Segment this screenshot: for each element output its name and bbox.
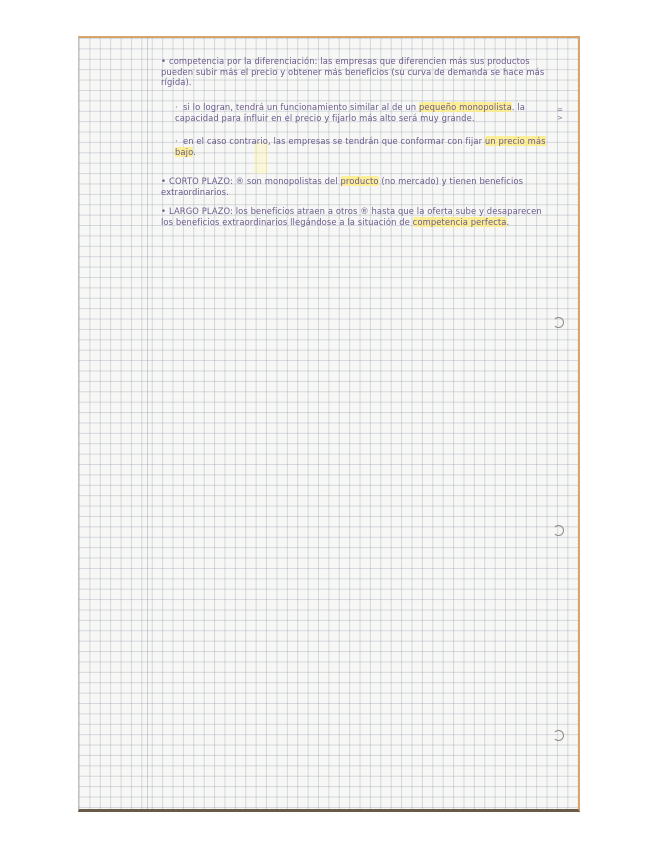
highlighted-text: competencia perfecta [412,216,507,227]
note-text-post: . la capacidad para influir en el precio y fijarlo más alto será muy grande. [175,102,525,123]
bullet-icon: · [175,102,178,112]
note-text-pre: si lo logran, tendrá un funcionamiento similar al de un [183,102,419,112]
margin-line [147,38,148,809]
note-text-post: . [193,146,196,157]
bullet-icon: • [161,56,167,66]
bullet-icon: · [175,136,178,146]
note-differentiation [161,56,556,88]
binder-hole-icon [553,730,564,741]
binder-hole-icon [553,317,564,328]
binder-hole-icon [553,525,564,536]
note-text: competencia por la diferenciación: las empresas que diferencien más sus productos pueden subir más el precio y obtener más beneficios (su curva de demanda se hace más rígida). [161,56,545,88]
note-text-post: . [506,216,510,227]
bullet-icon: • [161,176,167,186]
highlighted-text: producto [340,176,379,186]
note-lower-price [175,136,553,157]
note-text-post: (no mercado) y tienen beneficios extraordinarios. [161,176,524,197]
highlighted-text: un precio más bajo [175,136,546,157]
note-monopolist [175,102,553,123]
note-short-term [161,176,556,197]
note-text-pre: CORTO PLAZO: ® son monopolistas del [169,176,341,186]
highlighted-text: pequeño monopolista [418,102,512,112]
note-text-pre: en el caso contrario, las empresas se tendrán que conformar con fijar [183,136,485,146]
note-text-pre: LARGO PLAZO: los beneficios atraen a otros ® hasta que la oferta sube y desaparecen los beneficios extraordinarios llegándose a la situación de [161,206,542,227]
notebook-page [78,36,580,812]
margin-mark: = > [557,106,563,122]
note-long-term [161,206,556,227]
bullet-icon: • [161,206,167,216]
